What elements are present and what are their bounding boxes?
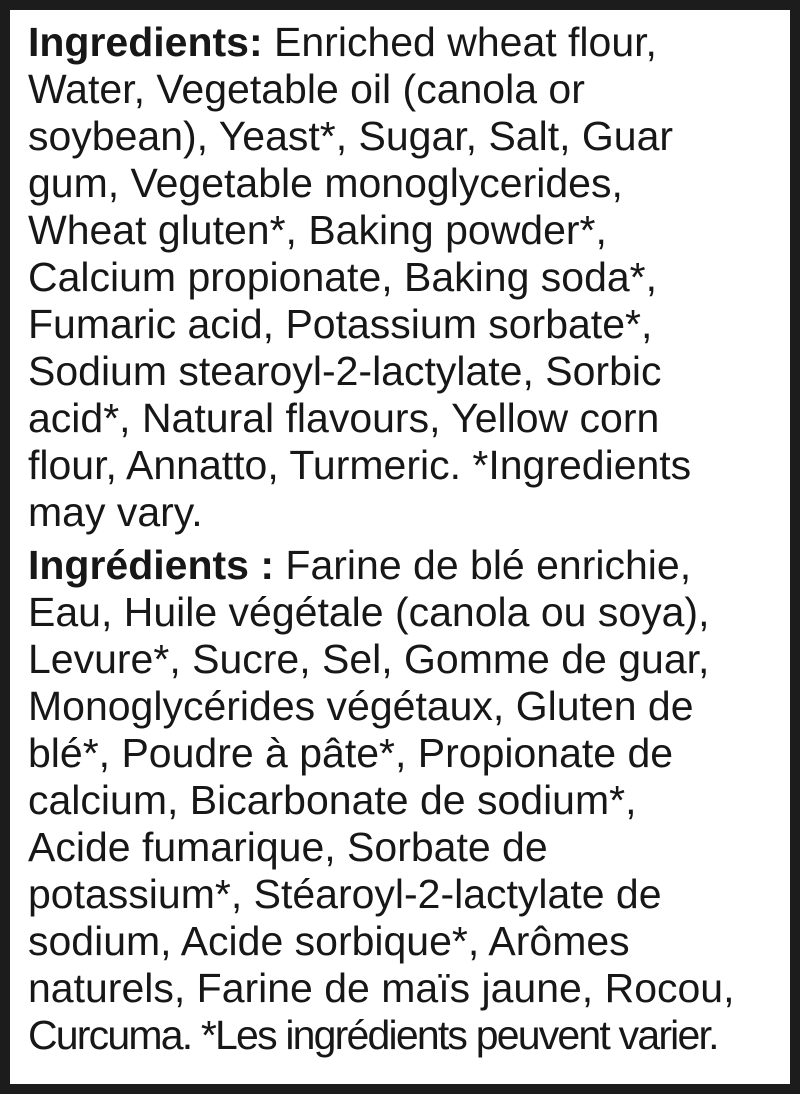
ingredients-text-en: Enriched wheat flour, Water, Vegetable oil (canola or soybean), Yeast*, Sugar, Salt, Guar gum, Vegetable monoglycerides, Wheat gluten*, Baking powder*, Calcium propionate, Baking soda*, Fumaric acid, Potassium sorbate*, Sodium stearoyl-2-lactylate, Sorbic acid*, Natural flavours, Yellow corn flour, Annatto, Turmeric. *Ingredients may vary. [28, 19, 692, 535]
ingredients-text-fr: Farine de blé enrichie, Eau, Huile végétale (canola ou soya), Levure*, Sucre, Sel, Gomme de guar, Monoglycérides végétaux, Gluten de blé*, Poudre à pâte*, Propionate de calcium, Bicarbonate de sodium*, Acide fumarique, Sorbate de potassium*, Stéaroyl-2-lactylate de sodium, Acide sorbique*, Arômes naturels, Farine de maïs jaune, Rocou, [28, 542, 735, 1011]
ingredients-variation-note-fr: Curcuma. *Les ingrédients peuvent varier. [28, 1012, 718, 1058]
ingredients-heading-en: Ingredients: [28, 19, 263, 65]
ingredients-paragraph-fr [28, 542, 740, 1059]
ingredients-heading-fr: Ingrédients : [28, 542, 275, 588]
ingredients-paragraph-en [28, 19, 740, 536]
